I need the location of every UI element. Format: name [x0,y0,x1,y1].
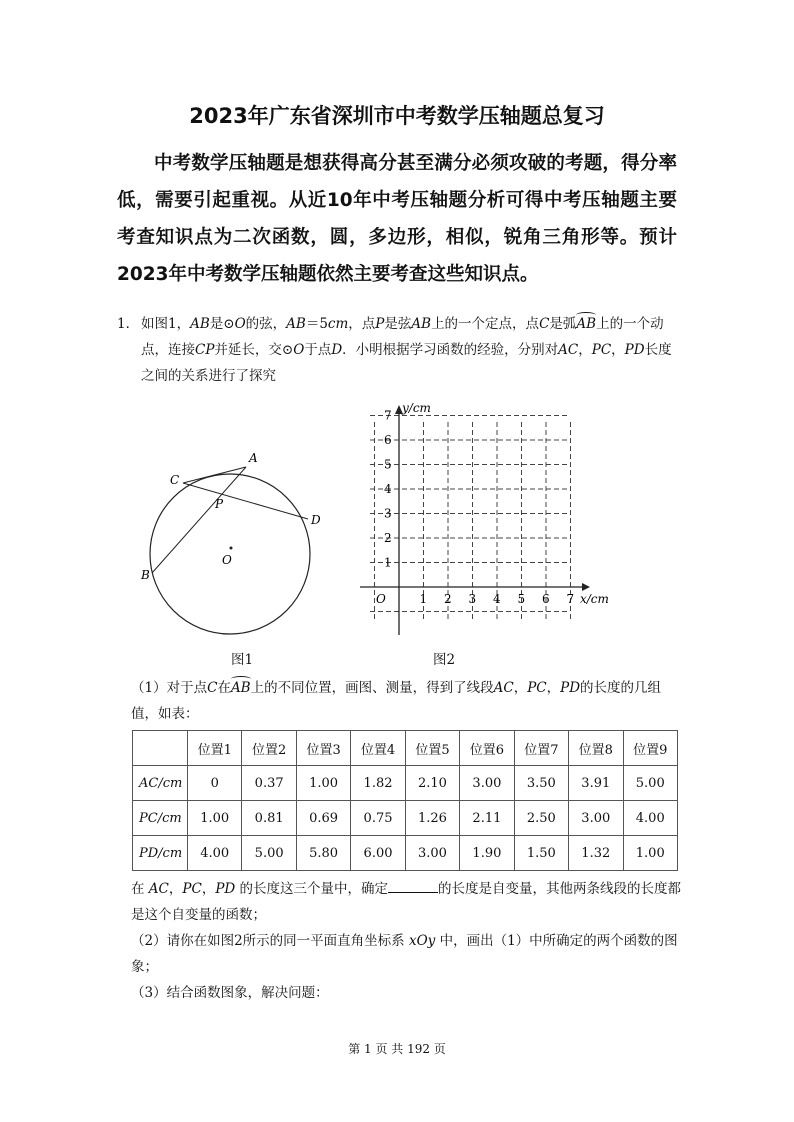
table-cell: 1.00 [188,801,242,836]
table-header-row [133,731,678,766]
table-header-cell: 位置2 [242,731,296,766]
part-3-text: （3）结合函数图象，解决问题： [131,985,329,1001]
table-header-cell: 位置7 [514,731,568,766]
table-cell: 3.00 [460,766,514,801]
origin-label: O [376,592,386,606]
x-tick-label: 4 [493,592,501,606]
table-cell: 2.50 [514,801,568,836]
table-row [133,766,678,801]
table-cell: 0.81 [242,801,296,836]
table-row [133,836,678,871]
table-cell: 0.75 [351,801,405,836]
y-axis-label: y/cm [402,401,431,415]
table-cell: 5.00 [623,766,678,801]
row-label: AC/cm [133,766,188,801]
x-tick-label: 6 [542,592,550,606]
table-cell: 5.80 [296,836,350,871]
table-header-cell: 位置8 [569,731,623,766]
table-cell: 3.91 [569,766,623,801]
arc-ab-symbol: AB [576,311,596,337]
part-2-text: （2）请你在如图2所示的同一平面直角坐标系 xOy 中，画出（1）中所确定的两个函数的图象； [131,933,678,975]
y-tick-labels [384,409,392,570]
table-cell: 1.50 [514,836,568,871]
table-header-cell: 位置4 [351,731,405,766]
label-a: A [249,451,258,465]
measurement-table [132,730,678,871]
table-cell: 1.26 [405,801,459,836]
segment-ac [183,467,246,483]
answer-blank[interactable] [388,878,438,893]
table-cell: 3.00 [569,801,623,836]
page-footer: 第 1 页 共 192 页 [348,1042,446,1056]
question-number: 1． [117,316,140,332]
x-tick-label: 7 [566,592,575,606]
page-title: 2023年广东省深圳市中考数学压轴题总复习 [189,104,605,128]
table-cell: 1.32 [569,836,623,871]
figure-2-caption: 图2 [433,652,456,668]
questions-continued [131,876,683,1006]
question-1 [117,311,682,389]
table-cell: 0 [188,766,242,801]
x-tick-label: 2 [444,592,452,606]
table-header-cell: 位置9 [623,731,678,766]
table-cell: 2.11 [460,801,514,836]
y-tick-label: 5 [384,457,392,472]
table-cell: 1.82 [351,766,405,801]
intro-paragraph: 中考数学压轴题是想获得高分甚至满分必须攻破的考题，得分率低，需要引起重视。从近10年中考压轴题分析可得中考压轴题主要考查知识点为二次函数，圆，多边形，相似，锐角三角形等。预计2023年中考数学压轴题依然主要考查这些知识点。 [117,153,677,285]
table-cell: 4.00 [623,801,678,836]
table-header-cell: 位置1 [188,731,242,766]
y-tick-label: 1 [384,555,392,570]
question-1-text: 如图1，AB是⊙O的弦，AB＝5cm，点P是弦AB上的一个定点，点C是弧AB上的一个动点，连接CP并延长，交⊙O于点D．小明根据学习函数的经验，分别对AC，PC，PD长度之间的关系进行了探究 [141,311,682,389]
table-cell: 5.00 [242,836,296,871]
x-axis-arrow [582,583,590,591]
x-tick-labels [420,592,575,606]
y-tick-label: 3 [384,506,392,521]
independent-variable-prompt: 在 AC，PC，PD 的长度这三个量中，确定 的长度是自变量，其他两条线段的长度都是这个自变量的函数； [131,876,683,928]
arc-ab-symbol: AB [231,675,251,701]
x-tick-label: 5 [517,592,526,606]
table-cell: 2.10 [405,766,459,801]
table-header-cell: 位置6 [460,731,514,766]
x-tick-label: 3 [468,592,477,606]
y-tick-label: 6 [384,433,392,447]
table-cell: 0.69 [296,801,350,836]
row-label: PC/cm [133,801,188,836]
chord-ab [152,467,246,573]
table-cell: 4.00 [188,836,242,871]
table-cell: 0.37 [242,766,296,801]
y-tick-label: 2 [384,531,392,545]
part-1-text: （1）对于点C在AB上的不同位置，画图、测量，得到了线段AC，PC，PD的长度的几组值，如表： [131,675,681,727]
figure-1-caption: 图1 [231,652,254,668]
label-d: D [311,513,321,527]
center-o-dot [230,547,233,550]
label-o: O [222,553,232,567]
figure-2-grid [342,400,622,645]
figure-1-circle [140,440,340,640]
x-axis-label: x/cm [580,592,609,606]
label-c: C [170,473,180,487]
table-cell: 1.90 [460,836,514,871]
table-header-cell: 位置5 [405,731,459,766]
table-header-cell [133,731,188,766]
table-cell: 3.50 [514,766,568,801]
label-p: P [215,497,224,511]
label-b: B [141,568,150,582]
table-row [133,801,678,836]
table-cell: 1.00 [623,836,678,871]
x-tick-label: 1 [419,592,428,606]
table-cell: 3.00 [405,836,459,871]
table-cell: 6.00 [351,836,405,871]
y-tick-label: 4 [384,482,392,496]
row-label: PD/cm [133,836,188,871]
table-cell: 1.00 [296,766,350,801]
y-tick-label: 7 [384,408,392,423]
table-header-cell: 位置3 [296,731,350,766]
